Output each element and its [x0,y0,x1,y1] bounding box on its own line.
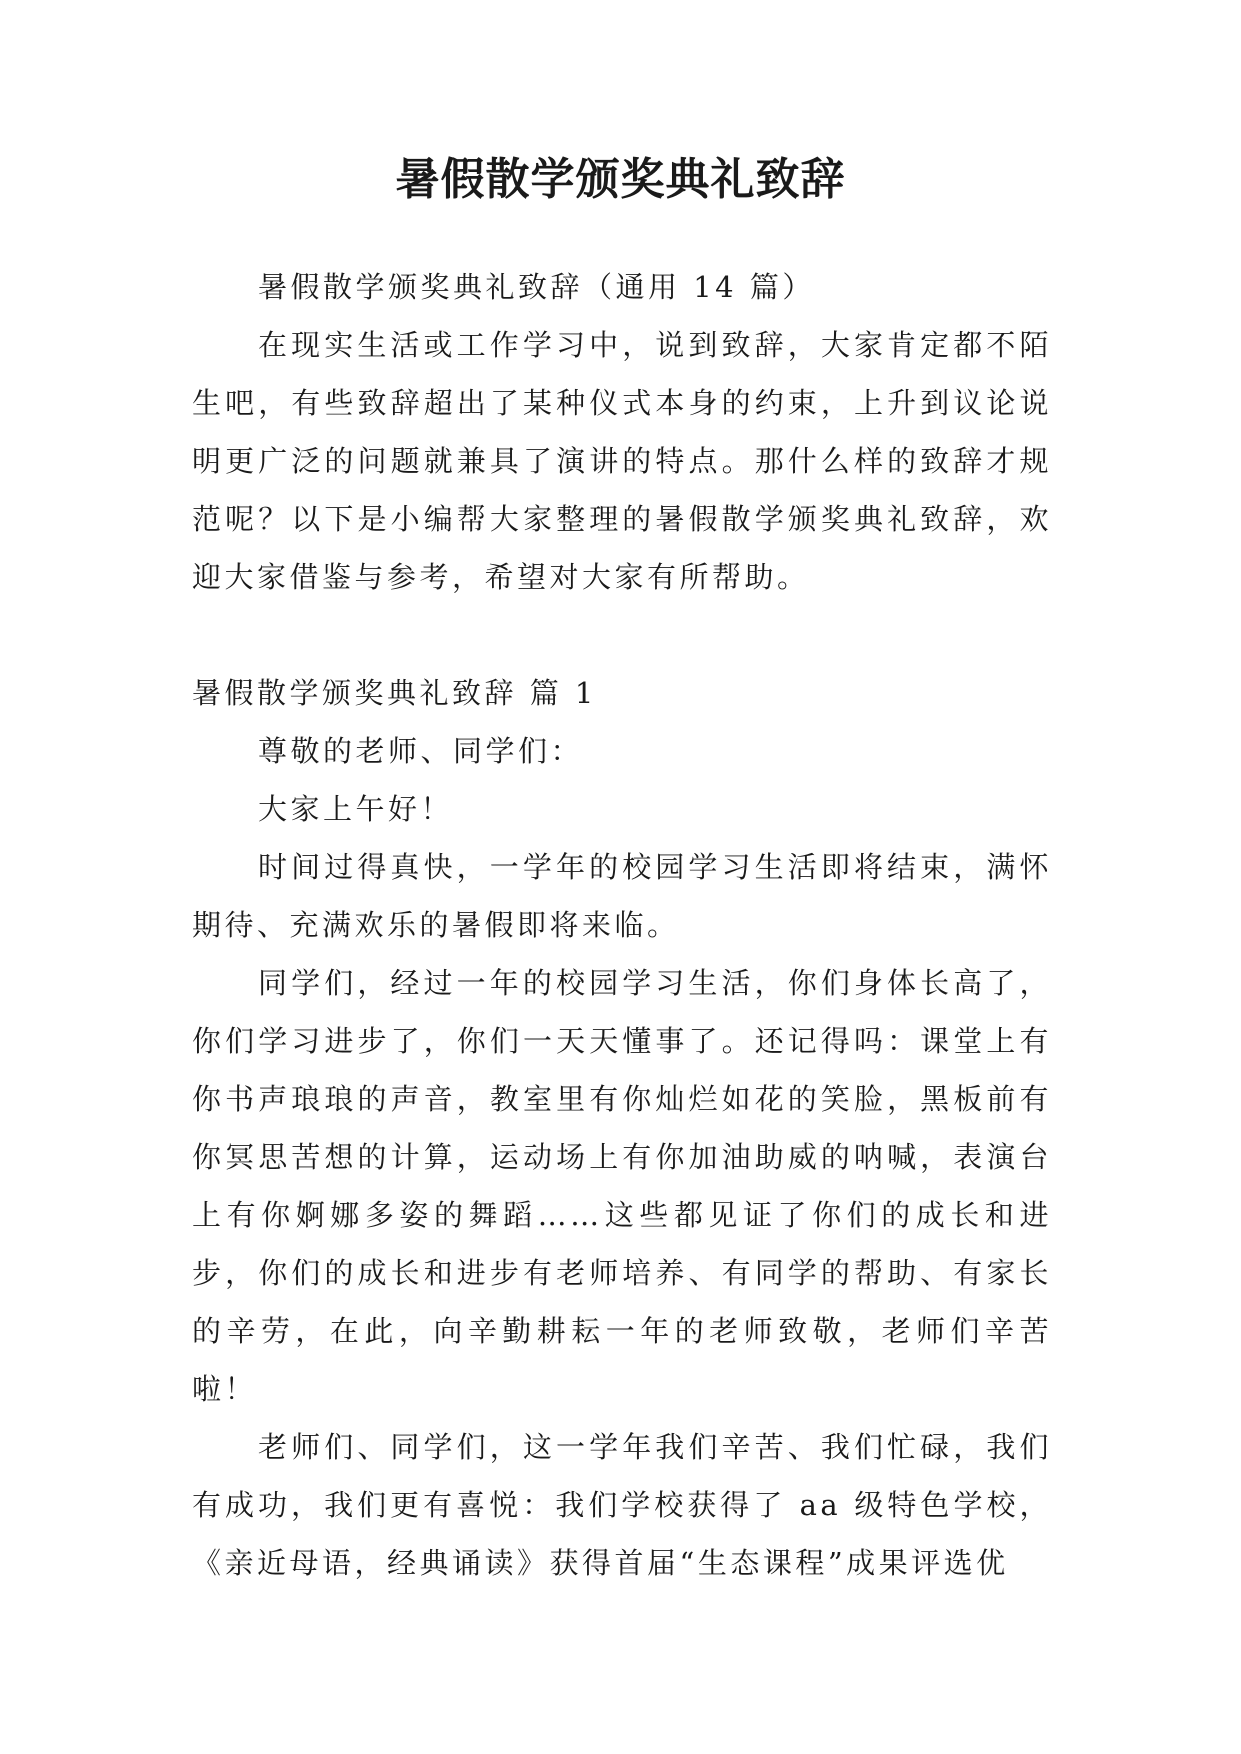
body-paragraph: 同学们，经过一年的校园学习生活，你们身体长高了，你们学习进步了，你们一天天懂事了。还记得吗：课堂上有你书声琅琅的声音，教室里有你灿烂如花的笑脸，黑板前有你冥思苦想的计算，运动场上有你加油助威的呐喊，表演台上有你婀娜多姿的舞蹈……这些都见证了你们的成长和进步，你们的成长和进步有老师培养、有同学的帮助、有家长的辛劳，在此，向辛勤耕耘一年的老师致敬，老师们辛苦啦！ [192,966,1052,1406]
salutation: 尊敬的老师、同学们： [258,734,584,768]
body-paragraph: 老师们、同学们，这一学年我们辛苦、我们忙碌，我们有成功，我们更有喜悦：我们学校获得了 aa 级特色学校，《亲近母语，经典诵读》获得首届“生态课程”成果评选优 [192,1430,1052,1580]
section-spacer [192,606,1052,664]
intro-paragraph: 在现实生活或工作学习中，说到致辞，大家肯定都不陌生吧，有些致辞超出了某种仪式本身的约束，上升到议论说明更广泛的问题就兼具了演讲的特点。那什么样的致辞才规范呢？以下是小编帮大家整理的暑假散学颁奖典礼致辞，欢迎大家借鉴与参考，希望对大家有所帮助。 [192,328,1052,594]
body-paragraph: 时间过得真快，一学年的校园学习生活即将结束，满怀期待、充满欢乐的暑假即将来临。 [192,850,1052,942]
document-body [192,258,1052,1592]
section-heading: 暑假散学颁奖典礼致辞 篇 1 [192,676,597,710]
intro-subtitle: 暑假散学颁奖典礼致辞（通用 14 篇） [258,270,815,304]
greeting: 大家上午好！ [258,792,454,826]
document-title: 暑假散学颁奖典礼致辞 [395,154,846,205]
